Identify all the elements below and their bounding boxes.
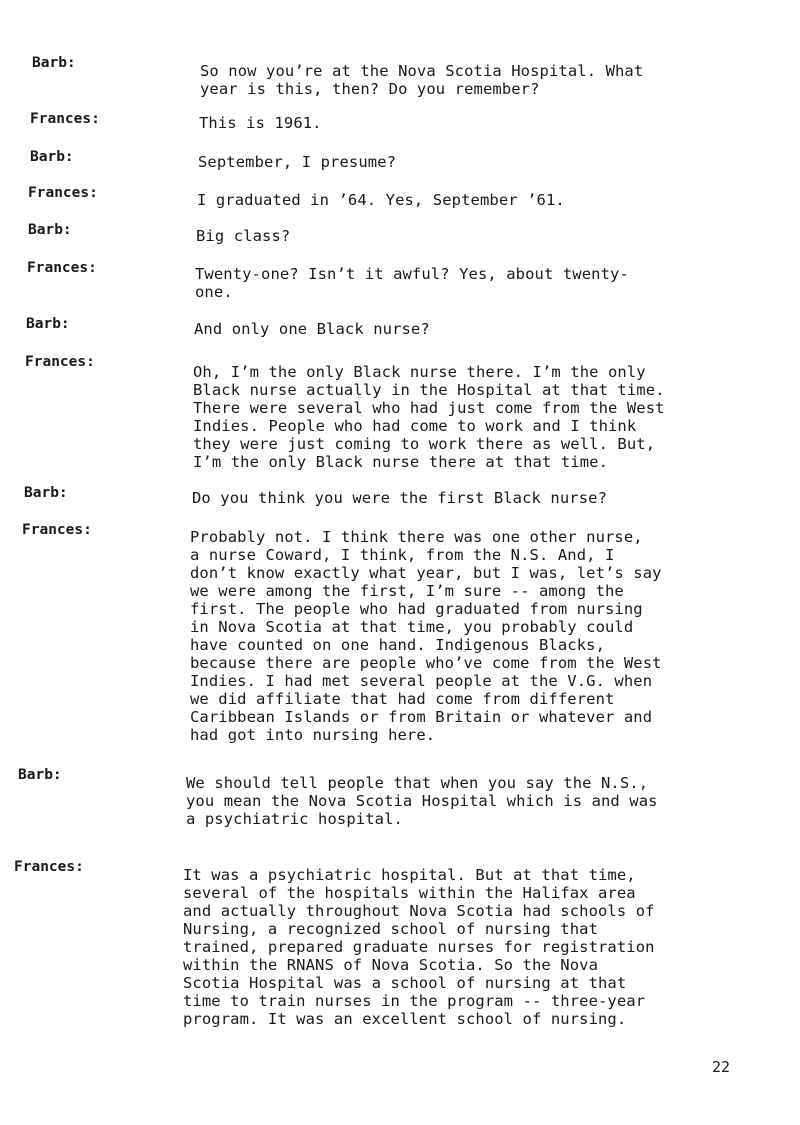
speaker-label: Frances: [27,260,97,276]
page-number: 22 [712,1058,731,1076]
speech-text: I graduated in ’64. Yes, September ’61. [197,191,565,209]
speaker-label: Barb: [30,149,74,165]
speech-text: September, I presume? [198,153,397,171]
speech-text: It was a psychiatric hospital. But at that time, several of the hospitals within the Halifax area and actually throughout Nova Scotia had schools of Nursing, a recognized school of nursing that trained, prepared graduate nurses for registration within the RNANS of Nova Scotia. So the Nova Scotia Hospital was a school of nursing at that time to train nurses in the program -- three-year program. It was an excellent school of nursing. [183,866,655,1028]
speech-text: We should tell people that when you say the N.S., you mean the Nova Scotia Hospital which is and was a psychiatric hospital. [186,774,658,828]
speaker-label: Barb: [26,316,70,332]
speaker-label: Frances: [30,111,100,127]
speaker-label: Barb: [24,485,68,501]
speech-text: Oh, I’m the only Black nurse there. I’m the only Black nurse actually in the Hospital at that time. There were several who had just come from the West Indies. People who had come to work and I think they were just coming to work there as well. But, I’m the only Black nurse there at that time. [193,363,665,471]
speech-text: So now you’re at the Nova Scotia Hospital. What year is this, then? Do you remember? [200,62,644,98]
speaker-label: Frances: [22,522,92,538]
speaker-label: Barb: [32,55,76,71]
speech-text: Probably not. I think there was one other nurse, a nurse Coward, I think, from the N.S. And, I don’t know exactly what year, but I was, let’s say we were among the first, I’m sure -- among the first. The people who had graduated from nursing in Nova Scotia at that time, you probably could have counted on one hand. Indigenous Blacks, because there are people who’ve come from the West Indies. I had met several people at the V.G. when we did affiliate that had come from different Caribbean Islands or from Britain or whatever and had got into nursing here. [190,528,662,744]
speaker-label: Barb: [18,767,62,783]
speaker-label: Barb: [28,222,72,238]
speaker-label: Frances: [14,859,84,875]
speech-text: And only one Black nurse? [194,320,430,338]
speaker-label: Frances: [28,185,98,201]
speech-text: Do you think you were the first Black nurse? [192,489,607,507]
speech-text: Twenty-one? Isn’t it awful? Yes, about twenty- one. [195,265,629,301]
speaker-label: Frances: [25,354,95,370]
speech-text: Big class? [196,227,291,245]
speech-text: This is 1961. [199,114,322,132]
